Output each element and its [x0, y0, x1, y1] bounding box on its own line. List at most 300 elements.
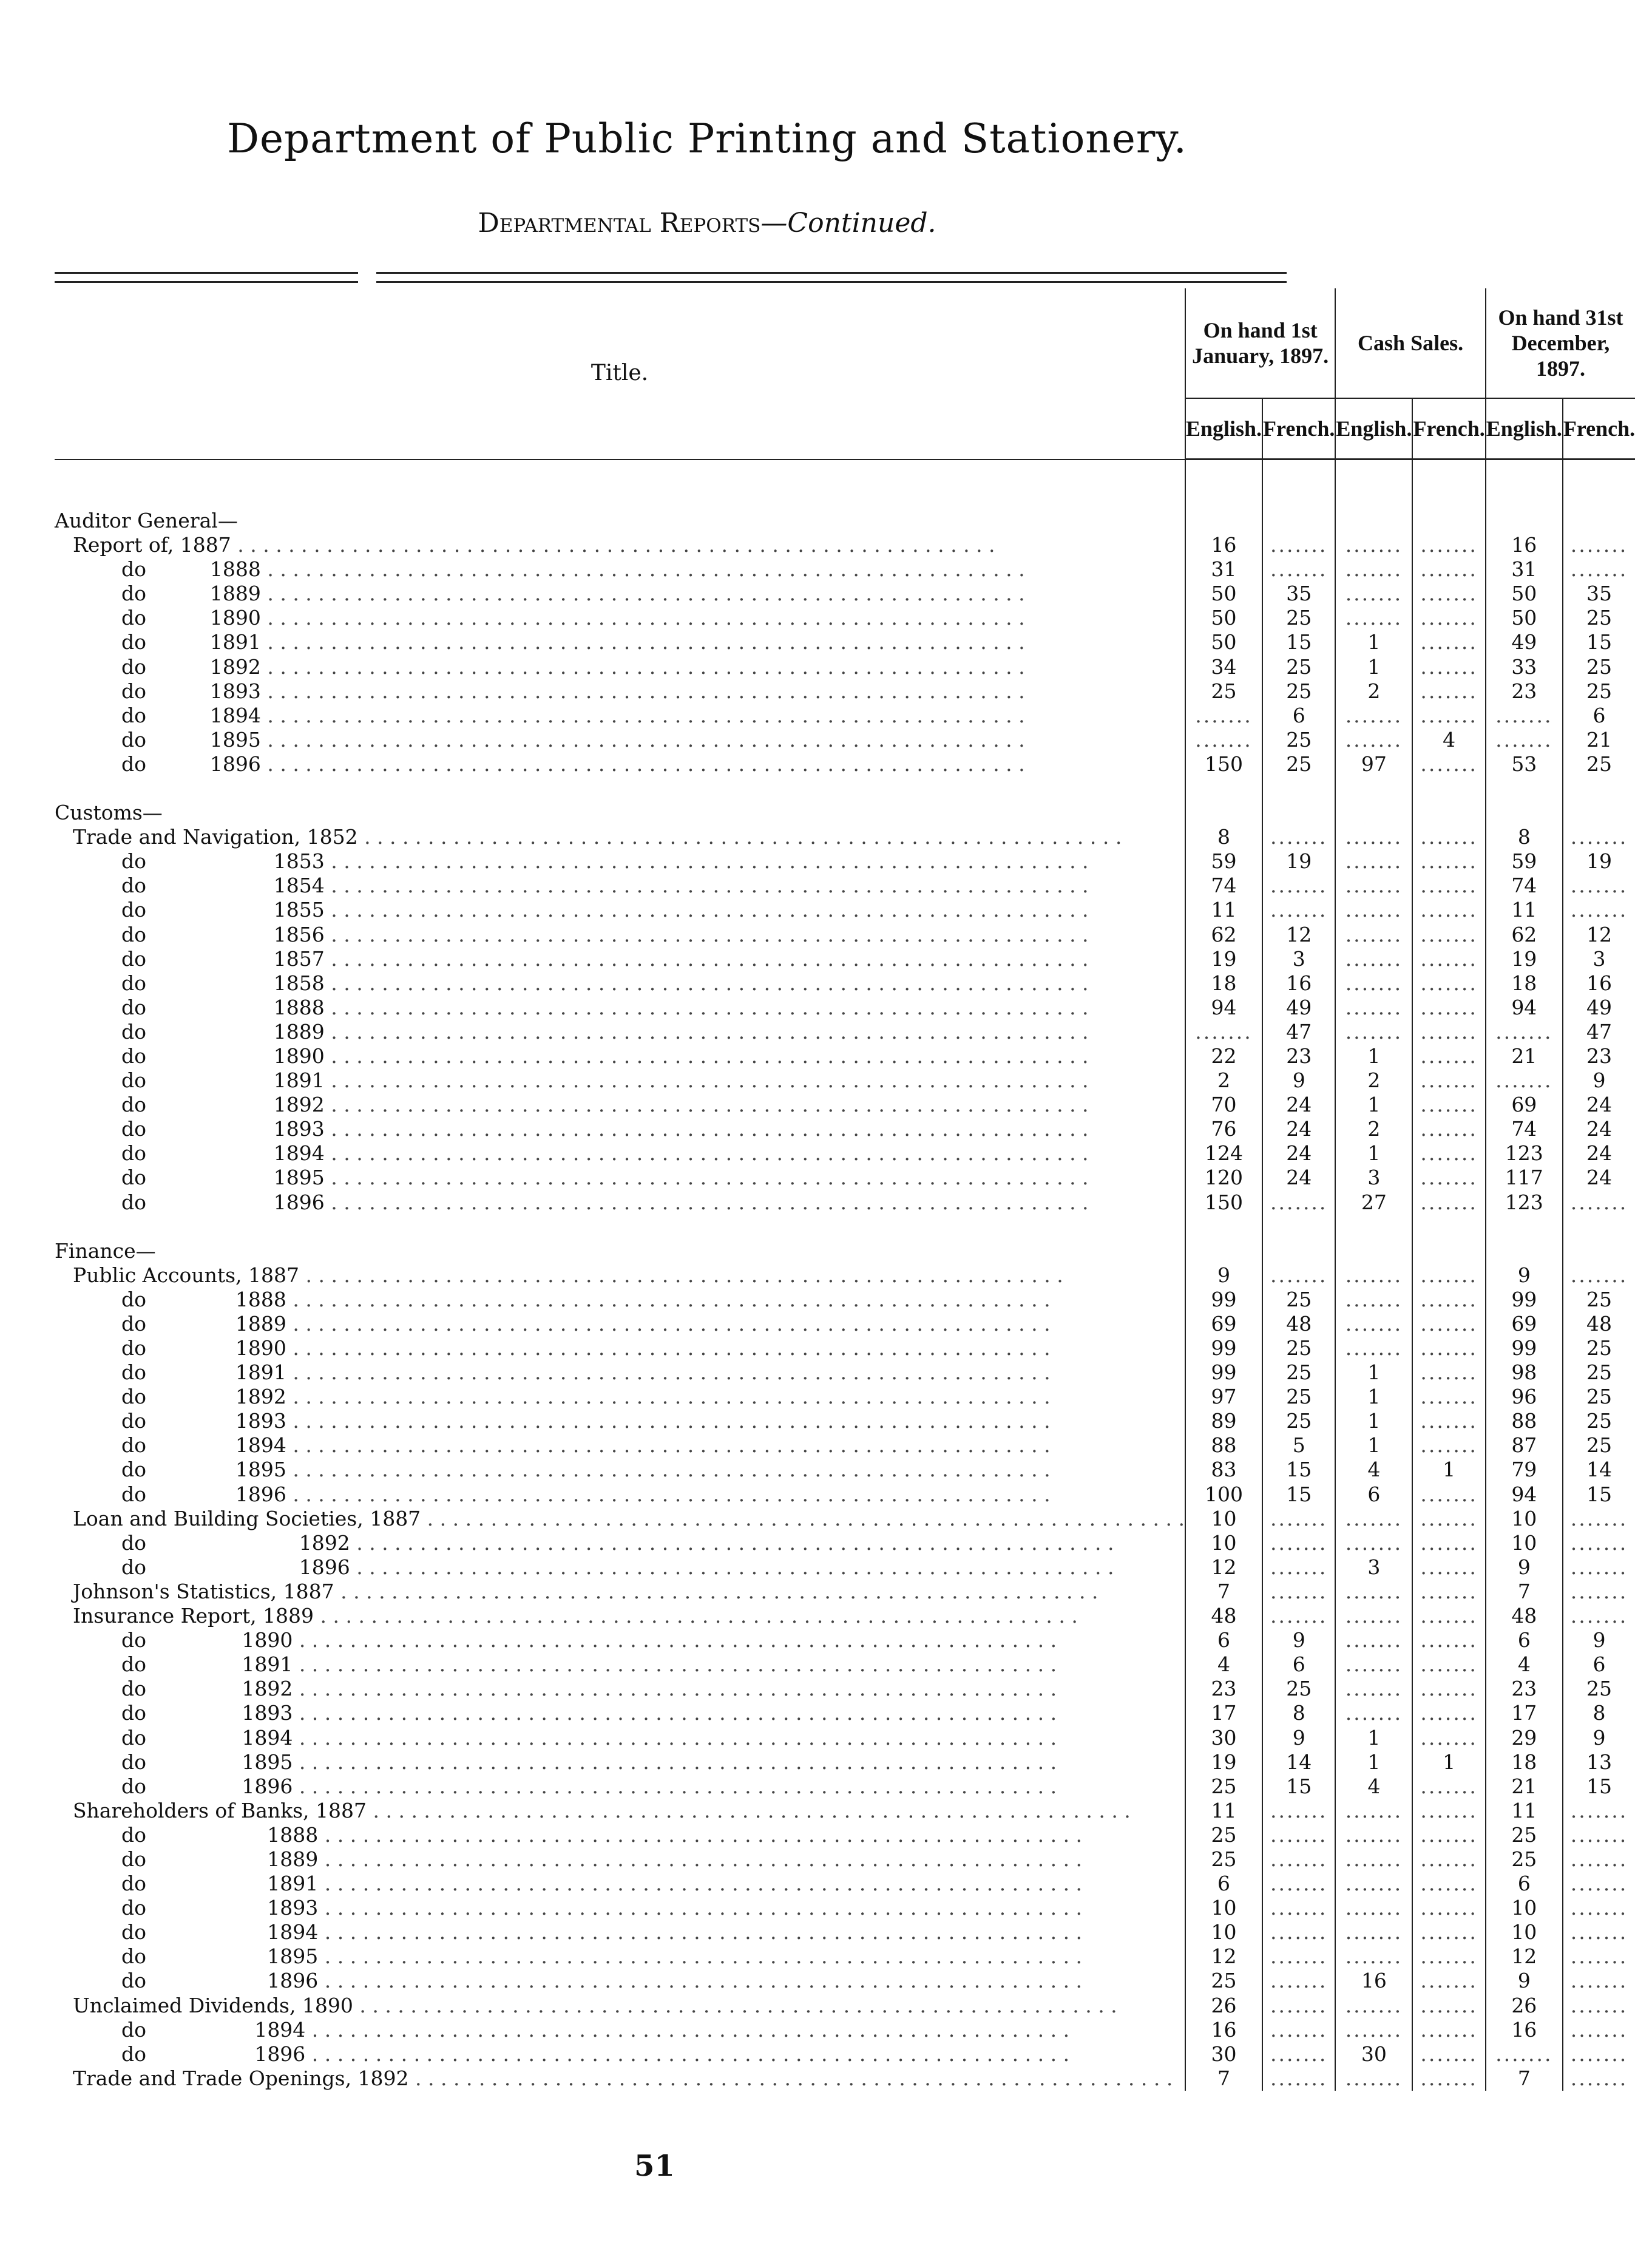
empty-leader-cell: .......: [1262, 1507, 1335, 1531]
table-row: [55, 1920, 1635, 1944]
dot-leader: . . . . . . . . . . . . . . . . . . . . . . . . . . . . . . . . . . . . . . . . . . . . . . . . . . . . . . . . . . . .: [324, 1190, 1089, 1214]
empty-cell: [1486, 1239, 1563, 1263]
table-row: [55, 1531, 1635, 1555]
value-cell: 25: [1563, 1288, 1635, 1312]
dot-leader: . . . . . . . . . . . . . . . . . . . . . . . . . . . . . . . . . . . . . . . . . . . . . . . . . . . . . . . . . . . .: [305, 2017, 1070, 2042]
value-cell: 24: [1262, 1166, 1335, 1190]
dot-leader: . . . . . . . . . . . . . . . . . . . . . . . . . . . . . . . . . . . . . . . . . . . . . . . . . . . . . . . . . . . .: [324, 898, 1089, 922]
row-title-text: Report of, 1887: [73, 533, 231, 557]
value-cell: 9: [1185, 1263, 1262, 1288]
dot-leader: . . . . . . . . . . . . . . . . . . . . . . . . . . . . . . . . . . . . . . . . . . . . . . . . . . . . . . . . . . . .: [305, 2042, 1070, 2066]
spacer-cell: [1262, 460, 1335, 509]
value-cell: 123: [1486, 1141, 1563, 1166]
empty-leader-cell: .......: [1335, 1944, 1412, 1969]
value-cell: 120: [1185, 1166, 1262, 1190]
empty-leader-cell: .......: [1335, 1677, 1412, 1701]
row-title: [55, 1458, 1185, 1482]
empty-cell: [1335, 509, 1412, 533]
table-row: [55, 971, 1635, 996]
row-title: [55, 947, 1185, 971]
empty-cell: [1563, 509, 1635, 533]
value-cell: 30: [1335, 2042, 1412, 2066]
row-title: [55, 1799, 1185, 1823]
row-title-text: do 1891: [121, 1652, 293, 1677]
value-cell: 1: [1335, 1360, 1412, 1385]
empty-leader-cell: .......: [1412, 533, 1485, 557]
table-row: [55, 1263, 1635, 1288]
value-cell: 69: [1486, 1093, 1563, 1117]
row-title-text: Trade and Trade Openings, 1892: [73, 2066, 409, 2090]
table-row: [55, 752, 1635, 776]
value-cell: 25: [1262, 752, 1335, 776]
row-title-text: Insurance Report, 1889: [73, 1604, 314, 1628]
row-title: [55, 1166, 1185, 1190]
row-title: [55, 1750, 1185, 1774]
value-cell: 8: [1262, 1701, 1335, 1725]
table-row: [55, 704, 1635, 728]
value-cell: 15: [1563, 1774, 1635, 1799]
value-cell: 33: [1486, 655, 1563, 679]
value-cell: 18: [1486, 1750, 1563, 1774]
page-number: 51: [634, 2149, 675, 2183]
empty-cell: [1185, 1239, 1262, 1263]
value-cell: 99: [1486, 1288, 1563, 1312]
empty-leader-cell: .......: [1335, 1799, 1412, 1823]
table-row: [55, 1726, 1635, 1750]
value-cell: 7: [1486, 1580, 1563, 1604]
value-cell: 2: [1335, 1068, 1412, 1093]
value-cell: 1: [1335, 630, 1412, 654]
empty-leader-cell: .......: [1412, 1409, 1485, 1433]
empty-leader-cell: .......: [1335, 606, 1412, 630]
row-title: [55, 1677, 1185, 1701]
empty-leader-cell: .......: [1335, 1604, 1412, 1628]
dot-leader: . . . . . . . . . . . . . . . . . . . . . . . . . . . . . . . . . . . . . . . . . . . . . . . . . . . . . . . . . . . .: [260, 606, 1025, 630]
row-title-text: do 1895: [121, 1750, 293, 1774]
value-cell: 25: [1262, 1360, 1335, 1385]
empty-leader-cell: .......: [1335, 825, 1412, 849]
table-row: [55, 849, 1635, 874]
header-group-row: [55, 288, 1635, 398]
value-cell: 25: [1262, 1385, 1335, 1409]
table-row: [55, 874, 1635, 898]
empty-leader-cell: .......: [1412, 1044, 1485, 1068]
empty-leader-cell: .......: [1335, 923, 1412, 947]
value-cell: 1: [1335, 1409, 1412, 1433]
title-column-header: Title.: [55, 288, 1185, 460]
empty-leader-cell: .......: [1412, 606, 1485, 630]
value-cell: 2: [1335, 1117, 1412, 1141]
row-title-text: Johnson's Statistics, 1887: [73, 1579, 334, 1603]
row-title: [55, 1628, 1185, 1652]
empty-leader-cell: .......: [1563, 533, 1635, 557]
row-title: [55, 533, 1185, 557]
value-cell: 10: [1185, 1920, 1262, 1944]
row-title: [55, 1360, 1185, 1385]
value-cell: 21: [1486, 1044, 1563, 1068]
row-title-text: do 1890: [121, 606, 261, 630]
row-title-text: do 1894: [121, 1920, 319, 1944]
dot-leader: . . . . . . . . . . . . . . . . . . . . . . . . . . . . . . . . . . . . . . . . . . . . . . . . . . . . . . . . . . . .: [353, 1993, 1117, 2017]
value-cell: 25: [1563, 1360, 1635, 1385]
value-cell: 8: [1185, 825, 1262, 849]
empty-cell: [1486, 509, 1563, 533]
page-subtitle: [0, 208, 1414, 239]
group-header-on-hand-dec: On hand 31st December, 1897.: [1486, 288, 1635, 398]
empty-leader-cell: .......: [1412, 1141, 1485, 1166]
gap-cell: [1262, 1215, 1335, 1239]
row-title-text: Unclaimed Dividends, 1890: [73, 1993, 353, 2017]
value-cell: 7: [1486, 2066, 1563, 2091]
row-title: [55, 1020, 1185, 1044]
row-title-text: do 1895: [121, 1166, 325, 1190]
value-cell: 19: [1185, 947, 1262, 971]
value-cell: 25: [1262, 1288, 1335, 1312]
spacer-cell: [1486, 460, 1563, 509]
value-cell: 25: [1563, 655, 1635, 679]
empty-leader-cell: .......: [1412, 1920, 1485, 1944]
row-title: [55, 1385, 1185, 1409]
value-cell: 25: [1185, 1823, 1262, 1847]
dot-leader: . . . . . . . . . . . . . . . . . . . . . . . . . . . . . . . . . . . . . . . . . . . . . . . . . . . . . . . . . . . .: [408, 2066, 1173, 2090]
row-title-text: do 1894: [121, 2017, 306, 2042]
table-row: [55, 2066, 1635, 2091]
value-cell: 6: [1563, 704, 1635, 728]
row-title: [55, 1068, 1185, 1093]
gap-cell: [1563, 776, 1635, 801]
value-cell: 15: [1262, 1458, 1335, 1482]
value-cell: 9: [1486, 1969, 1563, 1993]
empty-leader-cell: .......: [1335, 947, 1412, 971]
empty-leader-cell: .......: [1563, 825, 1635, 849]
spacer-cell: [1563, 460, 1635, 509]
value-cell: 98: [1486, 1360, 1563, 1385]
subheader-french: French.: [1563, 398, 1635, 460]
empty-leader-cell: .......: [1262, 1190, 1335, 1215]
section-heading-row: [55, 1239, 1635, 1263]
empty-leader-cell: .......: [1563, 2066, 1635, 2091]
table-row: [55, 1068, 1635, 1093]
empty-cell: [1563, 801, 1635, 825]
dot-leader: . . . . . . . . . . . . . . . . . . . . . . . . . . . . . . . . . . . . . . . . . . . . . . . . . . . . . . . . . . . .: [318, 1847, 1083, 1871]
value-cell: 12: [1563, 923, 1635, 947]
table-row: [55, 1312, 1635, 1336]
empty-leader-cell: .......: [1335, 898, 1412, 922]
value-cell: 7: [1185, 2066, 1262, 2091]
row-title: [55, 1920, 1185, 1944]
table-row: [55, 1190, 1635, 1215]
empty-cell: [1412, 801, 1485, 825]
empty-leader-cell: .......: [1412, 1360, 1485, 1385]
empty-leader-cell: .......: [1412, 1068, 1485, 1093]
empty-leader-cell: .......: [1563, 1944, 1635, 1969]
row-title-text: do 1896: [121, 752, 261, 776]
empty-leader-cell: .......: [1262, 2018, 1335, 2042]
value-cell: 26: [1185, 1994, 1262, 2018]
value-cell: 30: [1185, 2042, 1262, 2066]
empty-leader-cell: .......: [1412, 1944, 1485, 1969]
value-cell: 16: [1262, 971, 1335, 996]
value-cell: 50: [1486, 582, 1563, 606]
value-cell: 9: [1262, 1068, 1335, 1093]
row-title: [55, 874, 1185, 898]
value-cell: 11: [1486, 1799, 1563, 1823]
empty-leader-cell: .......: [1412, 1994, 1485, 2018]
gap-cell: [55, 776, 1185, 801]
value-cell: 99: [1486, 1336, 1563, 1360]
row-title-text: do 1896: [121, 1774, 293, 1798]
row-title-text: do 1893: [121, 679, 261, 703]
empty-leader-cell: .......: [1262, 533, 1335, 557]
row-title-text: do 1888: [121, 1822, 319, 1847]
table-row: [55, 1580, 1635, 1604]
dot-leader: . . . . . . . . . . . . . . . . . . . . . . . . . . . . . . . . . . . . . . . . . . . . . . . . . . . . . . . . . . . .: [318, 1896, 1083, 1920]
empty-leader-cell: .......: [1335, 1628, 1412, 1652]
value-cell: 16: [1563, 971, 1635, 996]
value-cell: 15: [1563, 630, 1635, 654]
value-cell: 88: [1486, 1409, 1563, 1433]
value-cell: 49: [1262, 996, 1335, 1020]
value-cell: 1: [1335, 1385, 1412, 1409]
table-row: [55, 1823, 1635, 1847]
value-cell: 50: [1185, 630, 1262, 654]
value-cell: 23: [1486, 1677, 1563, 1701]
dot-leader: . . . . . . . . . . . . . . . . . . . . . . . . . . . . . . . . . . . . . . . . . . . . . . . . . . . . . . . . . . . .: [324, 995, 1089, 1019]
row-title: [55, 1288, 1185, 1312]
empty-leader-cell: .......: [1412, 1774, 1485, 1799]
empty-leader-cell: .......: [1335, 2066, 1412, 2091]
row-title: [55, 582, 1185, 606]
row-title-text: do 1891: [121, 630, 261, 654]
dot-leader: . . . . . . . . . . . . . . . . . . . . . . . . . . . . . . . . . . . . . . . . . . . . . . . . . . . . . . . . . . . .: [293, 1677, 1057, 1701]
value-cell: 14: [1563, 1458, 1635, 1482]
empty-leader-cell: .......: [1262, 2042, 1335, 2066]
dot-leader: . . . . . . . . . . . . . . . . . . . . . . . . . . . . . . . . . . . . . . . . . . . . . . . . . . . . . . . . . . . .: [260, 727, 1025, 752]
value-cell: 25: [1486, 1823, 1563, 1847]
value-cell: 117: [1486, 1166, 1563, 1190]
section-heading: Finance—: [55, 1238, 156, 1263]
empty-leader-cell: .......: [1335, 1896, 1412, 1920]
value-cell: 3: [1262, 947, 1335, 971]
empty-leader-cell: .......: [1412, 752, 1485, 776]
empty-leader-cell: .......: [1412, 679, 1485, 704]
row-title: [55, 1117, 1185, 1141]
row-title-text: do 1895: [121, 727, 261, 752]
row-title: [55, 1336, 1185, 1360]
value-cell: 48: [1185, 1604, 1262, 1628]
dot-leader: . . . . . . . . . . . . . . . . . . . . . . . . . . . . . . . . . . . . . . . . . . . . . . . . . . . . . . . . . . . .: [299, 1263, 1063, 1287]
empty-leader-cell: .......: [1563, 898, 1635, 922]
table-row: [55, 996, 1635, 1020]
empty-leader-cell: .......: [1563, 1507, 1635, 1531]
dot-leader: . . . . . . . . . . . . . . . . . . . . . . . . . . . . . . . . . . . . . . . . . . . . . . . . . . . . . . . . . . . .: [324, 922, 1089, 946]
table-row: [55, 1847, 1635, 1872]
empty-leader-cell: .......: [1335, 1701, 1412, 1725]
row-title-text: do 1888: [121, 557, 261, 582]
value-cell: 10: [1486, 1896, 1563, 1920]
gap-cell: [1335, 1215, 1412, 1239]
value-cell: 123: [1486, 1190, 1563, 1215]
table-row: [55, 533, 1635, 557]
empty-leader-cell: .......: [1335, 1872, 1412, 1896]
value-cell: 83: [1185, 1458, 1262, 1482]
value-cell: 23: [1262, 1044, 1335, 1068]
row-title: [55, 1044, 1185, 1068]
empty-leader-cell: .......: [1412, 1701, 1485, 1725]
empty-leader-cell: .......: [1563, 874, 1635, 898]
empty-leader-cell: .......: [1412, 1288, 1485, 1312]
value-cell: 18: [1486, 971, 1563, 996]
gap-cell: [1185, 1215, 1262, 1239]
gap-cell: [1262, 776, 1335, 801]
gap-cell: [1486, 776, 1563, 801]
empty-leader-cell: .......: [1335, 971, 1412, 996]
value-cell: 16: [1185, 2018, 1262, 2042]
value-cell: 1: [1335, 1433, 1412, 1458]
section-heading: Auditor General—: [55, 509, 238, 532]
row-title-text: Loan and Building Societies, 1887: [73, 1506, 421, 1530]
row-title-text: do 1896: [121, 2042, 306, 2066]
table-row: [55, 655, 1635, 679]
value-cell: 10: [1185, 1507, 1262, 1531]
empty-cell: [1185, 801, 1262, 825]
value-cell: 19: [1563, 849, 1635, 874]
value-cell: 9: [1486, 1555, 1563, 1580]
empty-leader-cell: .......: [1262, 898, 1335, 922]
table-row: [55, 1166, 1635, 1190]
table-row: [55, 1288, 1635, 1312]
dot-leader: . . . . . . . . . . . . . . . . . . . . . . . . . . . . . . . . . . . . . . . . . . . . . . . . . . . . . . . . . . . .: [324, 1093, 1089, 1117]
dot-leader: . . . . . . . . . . . . . . . . . . . . . . . . . . . . . . . . . . . . . . . . . . . . . . . . . . . . . . . . . . . .: [231, 533, 995, 557]
row-title-text: do 1857: [121, 946, 325, 971]
value-cell: 9: [1486, 1263, 1563, 1288]
row-title-text: do 1856: [121, 922, 325, 946]
empty-leader-cell: .......: [1335, 1507, 1412, 1531]
value-cell: 25: [1563, 606, 1635, 630]
empty-leader-cell: .......: [1262, 1531, 1335, 1555]
value-cell: 26: [1486, 1994, 1563, 2018]
empty-leader-cell: .......: [1262, 1604, 1335, 1628]
table-row: [55, 1385, 1635, 1409]
dot-leader: . . . . . . . . . . . . . . . . . . . . . . . . . . . . . . . . . . . . . . . . . . . . . . . . . . . . . . . . . . . .: [286, 1458, 1051, 1482]
row-title-text: do 1896: [121, 1555, 350, 1579]
row-title: [55, 996, 1185, 1020]
value-cell: 50: [1185, 582, 1262, 606]
row-title-text: do 1891: [121, 1068, 325, 1093]
table-row: [55, 1433, 1635, 1458]
table-row: [55, 1458, 1635, 1482]
row-title: [55, 923, 1185, 947]
empty-leader-cell: .......: [1335, 1531, 1412, 1555]
table-row: [55, 898, 1635, 922]
row-title: [55, 1482, 1185, 1507]
value-cell: 124: [1185, 1141, 1262, 1166]
value-cell: 27: [1335, 1190, 1412, 1215]
value-cell: 50: [1185, 606, 1262, 630]
row-title-text: do 1892: [121, 1093, 325, 1117]
row-title-text: Shareholders of Banks, 1887: [73, 1798, 367, 1822]
value-cell: 10: [1185, 1531, 1262, 1555]
value-cell: 1: [1335, 1726, 1412, 1750]
value-cell: 25: [1262, 1409, 1335, 1433]
value-cell: 4: [1486, 1652, 1563, 1677]
table-row: [55, 1044, 1635, 1068]
value-cell: 9: [1262, 1726, 1335, 1750]
value-cell: 150: [1185, 1190, 1262, 1215]
value-cell: 2: [1185, 1068, 1262, 1093]
empty-leader-cell: .......: [1335, 728, 1412, 752]
empty-cell: [1262, 1239, 1335, 1263]
value-cell: 47: [1563, 1020, 1635, 1044]
value-cell: 74: [1185, 874, 1262, 898]
row-title: [55, 1531, 1185, 1555]
value-cell: 18: [1185, 971, 1262, 996]
row-title: [55, 2042, 1185, 2066]
table-row: [55, 2018, 1635, 2042]
gap-cell: [1486, 1215, 1563, 1239]
double-rule-left: [55, 272, 358, 283]
table-row: [55, 1141, 1635, 1166]
row-title: [55, 752, 1185, 776]
row-title-text: do 1893: [121, 1117, 325, 1141]
dot-leader: . . . . . . . . . . . . . . . . . . . . . . . . . . . . . . . . . . . . . . . . . . . . . . . . . . . . . . . . . . . .: [314, 1604, 1078, 1628]
value-cell: 1: [1335, 1044, 1412, 1068]
subheader-french: French.: [1262, 398, 1335, 460]
table-row: [55, 679, 1635, 704]
value-cell: 97: [1185, 1385, 1262, 1409]
empty-leader-cell: .......: [1563, 1531, 1635, 1555]
dot-leader: . . . . . . . . . . . . . . . . . . . . . . . . . . . . . . . . . . . . . . . . . . . . . . . . . . . . . . . . . . . .: [334, 1579, 1098, 1603]
value-cell: 10: [1486, 1507, 1563, 1531]
value-cell: 19: [1262, 849, 1335, 874]
value-cell: 9: [1563, 1726, 1635, 1750]
value-cell: 1: [1335, 1093, 1412, 1117]
section-gap-row: [55, 776, 1635, 801]
empty-leader-cell: .......: [1563, 1847, 1635, 1872]
empty-leader-cell: .......: [1335, 1823, 1412, 1847]
dot-leader: . . . . . . . . . . . . . . . . . . . . . . . . . . . . . . . . . . . . . . . . . . . . . . . . . . . . . . . . . . . .: [260, 679, 1025, 703]
dot-leader: . . . . . . . . . . . . . . . . . . . . . . . . . . . . . . . . . . . . . . . . . . . . . . . . . . . . . . . . . . . .: [318, 1944, 1083, 1969]
section-heading-row: [55, 509, 1635, 533]
gap-cell: [1335, 776, 1412, 801]
value-cell: 25: [1262, 728, 1335, 752]
empty-leader-cell: .......: [1412, 947, 1485, 971]
row-title-text: do 1888: [121, 995, 325, 1019]
empty-leader-cell: .......: [1335, 996, 1412, 1020]
row-title: [55, 1701, 1185, 1725]
value-cell: 6: [1486, 1628, 1563, 1652]
row-title-text: Trade and Navigation, 1852: [73, 825, 358, 849]
value-cell: 17: [1185, 1701, 1262, 1725]
empty-leader-cell: .......: [1412, 1677, 1485, 1701]
empty-leader-cell: .......: [1486, 1020, 1563, 1044]
subtitle-text: Departmental Reports: [478, 208, 761, 239]
value-cell: 94: [1486, 996, 1563, 1020]
empty-leader-cell: .......: [1563, 2042, 1635, 2066]
empty-leader-cell: .......: [1412, 849, 1485, 874]
value-cell: 3: [1563, 947, 1635, 971]
table-row: [55, 1677, 1635, 1701]
value-cell: 15: [1563, 1482, 1635, 1507]
value-cell: 76: [1185, 1117, 1262, 1141]
empty-leader-cell: .......: [1412, 582, 1485, 606]
empty-leader-cell: .......: [1262, 1799, 1335, 1823]
empty-leader-cell: .......: [1335, 874, 1412, 898]
dot-leader: . . . . . . . . . . . . . . . . . . . . . . . . . . . . . . . . . . . . . . . . . . . . . . . . . . . . . . . . . . . .: [293, 1750, 1057, 1774]
row-title: [55, 849, 1185, 874]
value-cell: 62: [1185, 923, 1262, 947]
subtitle-continued: —Continued.: [760, 208, 936, 239]
